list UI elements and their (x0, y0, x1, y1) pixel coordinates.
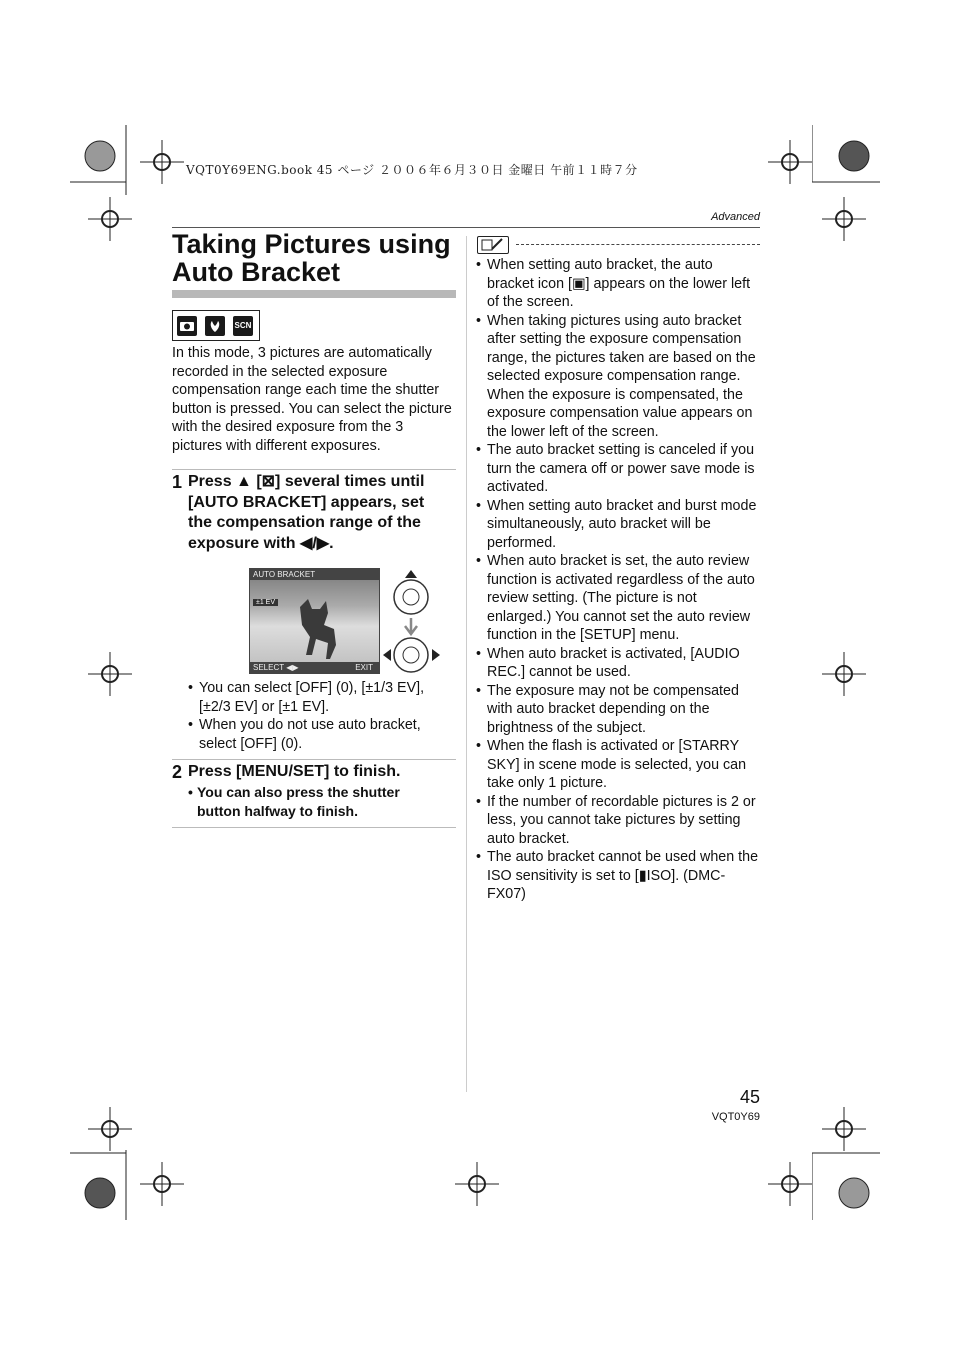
divider (172, 469, 456, 470)
list-item: • You can select [OFF] (0), [±1/3 EV], [±2/3 EV] or [±1 EV]. (188, 679, 454, 716)
list-item: • When auto bracket is activated, [AUDIO REC.] cannot be used. (476, 645, 762, 682)
lcd-title: AUTO BRACKET (250, 569, 379, 580)
lcd-exit-label: EXIT (355, 663, 373, 672)
list-item: • You can also press the shutter button halfway to finish. (188, 784, 400, 819)
crosshair-mark (140, 140, 184, 189)
list-item: • When taking pictures using auto bracket after setting the exposure compensation range, the pictures taken are based on the selected exposure compensation range. When the exposure is compensated, the exposure compensation value appears on the lower left of the screen. (476, 312, 762, 442)
step-1-text: Press ▲ [⊠] several times until [AUTO BRACKET] appears, set the compensation range of the exposure with ◀/▶. (188, 473, 425, 552)
mode-icons (172, 310, 260, 341)
list-item: • The auto bracket cannot be used when the ISO sensitivity is set to [▮ISO]. (DMC-FX07) (476, 848, 762, 904)
notes-list (476, 256, 762, 904)
column-divider (466, 236, 467, 1092)
list-item: • When setting auto bracket, the auto bracket icon [▣] appears on the lower left of the screen. (476, 256, 762, 312)
registration-mark (70, 1150, 140, 1230)
lcd-screen-illustration (249, 568, 380, 674)
list-item: • When you do not use auto bracket, select [OFF] (0). (188, 716, 454, 753)
list-item: • When setting auto bracket and burst mode simultaneously, auto bracket will be performed. (476, 497, 762, 553)
crosshair-mark (455, 1162, 499, 1211)
dog-silhouette (290, 595, 350, 661)
notes-dashed-rule (516, 244, 760, 245)
step-2-text: Press [MENU/SET] to finish. (188, 763, 401, 780)
header-rule (172, 227, 760, 228)
crosshair-mark (88, 652, 132, 701)
page-number: 45 (739, 1087, 760, 1107)
cursor-button-diagram (383, 566, 443, 676)
lcd-ev-value: ±1 EV (253, 599, 278, 606)
document-code: VQT0Y69 (711, 1111, 760, 1123)
print-info-header: VQT0Y69ENG.book 45 ページ ２００６年６月３０日 金曜日 午前１１時７分 (186, 163, 638, 177)
divider (172, 759, 456, 760)
lcd-select-label: SELECT ◀▶ (253, 663, 299, 672)
crosshair-mark (822, 1107, 866, 1156)
step-1-bullets (188, 679, 454, 753)
crosshair-mark (822, 197, 866, 246)
step-2-bullets (188, 783, 428, 821)
macro-icon (201, 311, 229, 340)
divider (172, 827, 456, 828)
list-item: • When the flash is activated or [STARRY SKY] in scene mode is selected, you can take only 1 picture. (476, 737, 762, 793)
registration-mark (812, 1150, 882, 1230)
step-1 (172, 472, 450, 554)
title-underline (172, 290, 456, 298)
crosshair-mark (140, 1162, 184, 1211)
camera-icon (173, 311, 201, 340)
step-number: 1 (172, 472, 183, 492)
page-title: Taking Pictures using Auto Bracket (172, 229, 451, 287)
crosshair-mark (768, 1162, 812, 1211)
crosshair-mark (822, 652, 866, 701)
scene-icon: SCN (229, 311, 257, 340)
list-item: • When auto bracket is set, the auto review function is activated regardless of the auto review setting. (The picture is not enlarged.) You cannot set the auto review function in the [SETUP] menu. (476, 552, 762, 645)
lcd-footer (250, 662, 379, 673)
list-item: • The auto bracket setting is canceled if you turn the camera off or power save mode is activated. (476, 441, 762, 497)
crosshair-mark (88, 197, 132, 246)
list-item: • If the number of recordable pictures is 2 or less, you cannot take pictures by setting auto bracket. (476, 793, 762, 849)
note-icon (477, 236, 509, 254)
section-label: Advanced (711, 211, 760, 223)
crosshair-mark (88, 1107, 132, 1156)
step-number: 2 (172, 762, 183, 782)
step-2 (172, 762, 450, 783)
intro-text: In this mode, 3 pictures are automatically recorded in the selected exposure compensation range each time the shutter button is pressed. You can select the picture with the desired exposure from the 3 pictures with different exposures. (172, 345, 452, 454)
crosshair-mark (768, 140, 812, 189)
list-item: • The exposure may not be compensated with auto bracket depending on the brightness of the subject. (476, 682, 762, 738)
